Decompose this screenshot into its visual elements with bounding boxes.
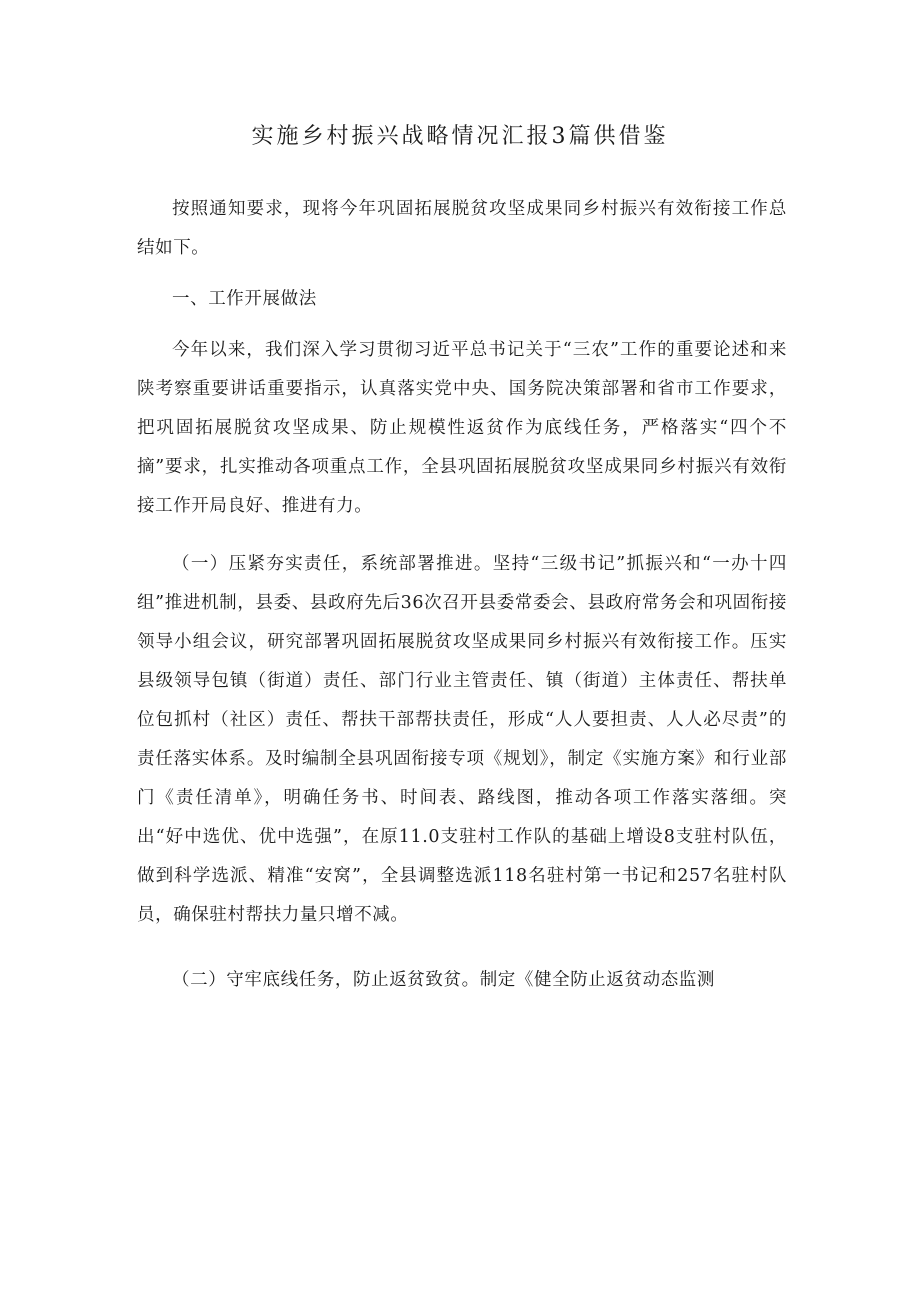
intro-paragraph: 按照通知要求，现将今年巩固拓展脱贫攻坚成果同乡村振兴有效衔接工作总结如下。: [137, 199, 787, 258]
document-title: 实施乡村振兴战略情况汇报3篇供借鉴: [251, 124, 669, 149]
section-heading: 一、工作开展做法: [172, 289, 317, 309]
bottom-line-paragraph: （二）守牢底线任务，防止返贫致贫。制定《健全防止返贫动态监测: [172, 970, 715, 990]
overview-paragraph: 今年以来，我们深入学习贯彻习近平总书记关于“三农”工作的重要论述和来陕考察重要讲话重要指示，认真落实党中央、国务院决策部署和省市工作要求，把巩固拓展脱贫攻坚成果、防止规模性返贫作为底线任务，严格落实“四个不摘”要求，扎实推动各项重点工作，全县巩固拓展脱贫攻坚成果同乡村振兴有效衔接工作开局良好、推进有力。: [137, 340, 787, 516]
responsibility-paragraph: （一）压紧夯实责任，系统部署推进。坚持“三级书记”抓振兴和“一办十四组”推进机制，县委、县政府先后36次召开县委常委会、县政府常务会和巩固衔接领导小组会议，研究部署巩固拓展脱贫攻坚成果同乡村振兴有效衔接工作。压实县级领导包镇（街道）责任、部门行业主管责任、镇（街道）主体责任、帮扶单位包抓村（社区）责任、帮扶干部帮扶责任，形成“人人要担责、人人必尽责”的责任落实体系。及时编制全县巩固衔接专项《规划》，制定《实施方案》和行业部门《责任清单》，明确任务书、时间表、路线图，推动各项工作落实落细。突出“好中选优、优中选强”，在原11.0支驻村工作队的基础上增设8支驻村队伍，做到科学选派、精准“安窝”，全县调整选派118名驻村第一书记和257名驻村队员，确保驻村帮扶力量只增不减。: [137, 554, 787, 925]
document-body: [137, 190, 787, 1000]
